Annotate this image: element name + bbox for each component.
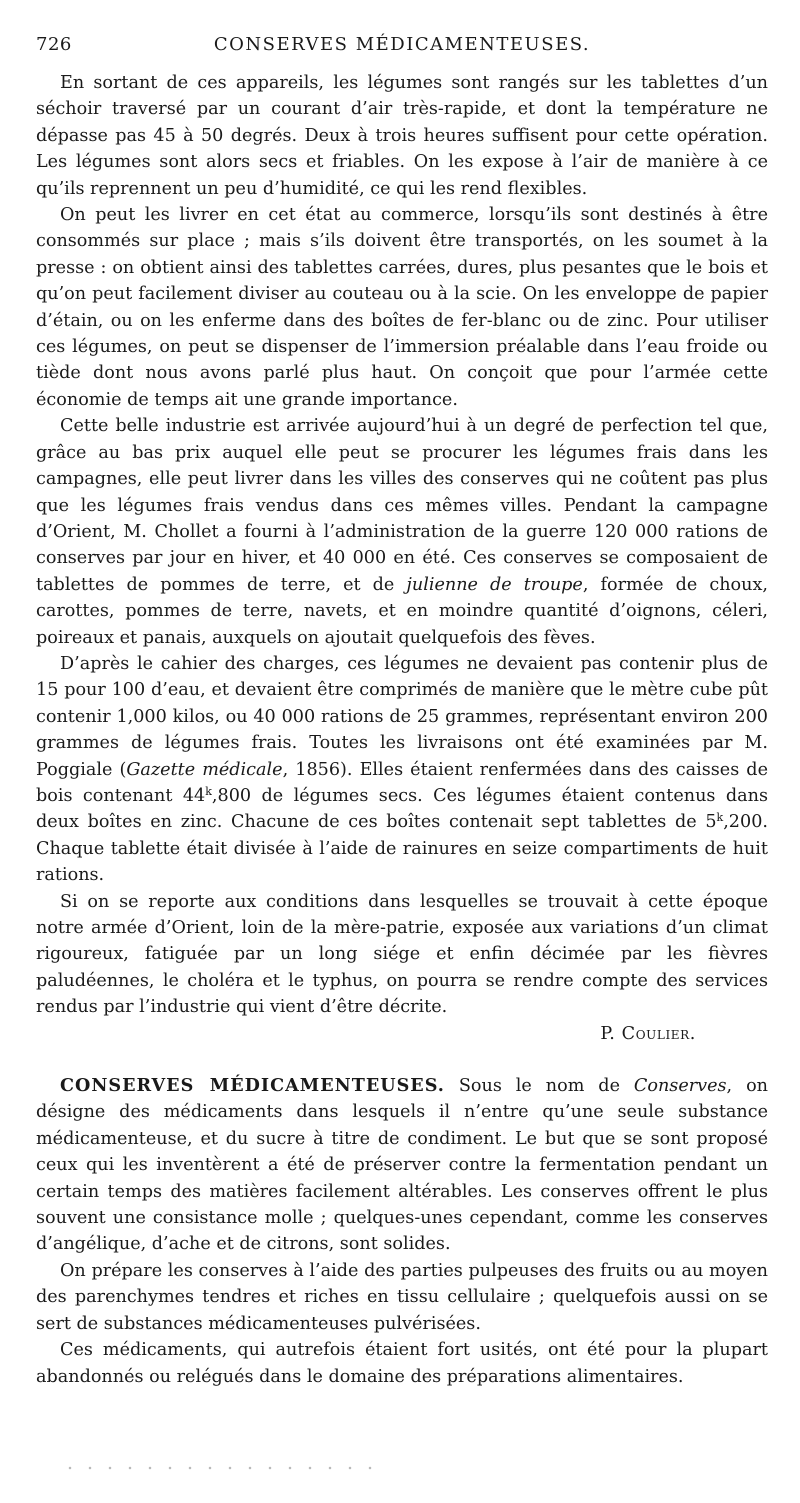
text-run: Cette belle industrie est arrivée aujourd’hui à un degré de perfection tel que, grâce au bas prix auquel elle peut se procurer les légumes frais dans les campagnes, elle peut livrer dans les villes des conserves qui ne coûtent pas plus que les légumes frais vendus dans ces mêmes villes. Pendant la campagne d’Orient, M. Chollet a fourni à l’administration de la guerre 120 000 rations de conserves par jour en hiver, et 40 000 en été. Ces conserves se composaient de tablettes de pommes de terre, et de	[36, 416, 768, 595]
entry-title: CONSERVES MÉDICAMENTEUSES.	[60, 1075, 445, 1097]
text-run: , formée de choux, carottes, pommes de terre, navets, et en moindre quantité d’oignons, céleri, poireaux et panais, auxquels on ajoutait quelquefois des fèves.	[36, 574, 768, 648]
article-body	[36, 70, 768, 1390]
paragraph-drying: En sortant de ces appareils, les légumes sont rangés sur les tablettes d’un séchoir traversé par un courant d’air très-rapide, et dont la température ne dépasse pas 45 à 50 degrés. Deux à trois heures suffisent pour cette opération. Les légumes sont alors secs et friables. On les expose à l’air de manière à ce qu’ils reprennent un peu d’humidité, ce qui les rend flexibles.	[36, 73, 768, 199]
author-name: P. Coulier.	[600, 1023, 696, 1044]
paragraph-army: Si on se reporte aux conditions dans lesquelles se trouvait à cette époque notre armée d’Orient, loin de la mère-patrie, exposée aux variations d’un climat rigoureux, fatiguée par un long siége et enfin décimée par les fièvres paludéennes, le choléra et le typhus, on pourra se rendre compte des services rendus par l’industrie qui vient d’être décrite.	[36, 891, 768, 1018]
author-signature	[36, 1021, 768, 1047]
text-run: ,800 de légumes secs. Ces légumes étaient contenus dans deux boîtes en zinc. Chacune de ces boîtes contenait sept tablettes de 5	[36, 785, 768, 833]
text-run: , 1856). Elles étaient renfermées dans des caisses de bois contenant 44	[36, 759, 768, 806]
italic-term: Conserves	[633, 1076, 727, 1097]
text-run: ,200. Chaque tablette était divisée à l’aide de rainures en seize compartiments de huit rations.	[36, 812, 768, 886]
page	[36, 28, 768, 1390]
paragraph-specifications	[36, 651, 768, 889]
superscript-unit: k	[716, 811, 724, 825]
paragraph-industry	[36, 413, 768, 651]
entry-paragraph-preparation: On prépare les conserves à l’aide des parties pulpeuses des fruits ou au moyen des parenchymes tendres et riches en tissu cellulaire ; quelquefois aussi on se sert de substances médicamenteuses pulvérisées.	[36, 1260, 768, 1334]
paragraph-commerce: On peut les livrer en cet état au commerce, lorsqu’ils sont destinés à être consommés sur place ; mais s’ils doivent être transportés, on les soumet à la presse : on obtient ainsi des tablettes carrées, dures, plus pesantes que le bois et qu’on peut facilement diviser au couteau ou à la scie. On les enveloppe de papier d’étain, ou on les enferme dans des boîtes de fer-blanc ou de zinc. Pour utiliser ces légumes, on peut se dispenser de l’immersion préalable dans l’eau froide ou tiède dont nous avons parlé plus haut. On conçoit que pour l’armée cette économie de temps ait une grande importance.	[36, 205, 768, 410]
entry-paragraph-definition	[36, 1073, 768, 1258]
text-run: , on désigne des médicaments dans lesquels il n’entre qu’une seule substance médicamenteuse, et du sucre à titre de condiment. Le but que se sont proposé ceux qui les inventèrent a été de préserver contre la fermentation pendant un certain temps des matières facilement altérables. Les conserves offrent le plus souvent une consistance molle ; quelques-unes cependant, comme les conserves d’angélique, d’ache et de citrons, sont solides.	[36, 1076, 768, 1255]
page-number: 726	[36, 34, 72, 55]
text-run: D’après le cahier des charges, ces légumes ne devaient pas contenir plus de 15 pour 100 d’eau, et devaient être comprimés de manière que le mètre cube pût contenir 1,000 kilos, ou 40 000 rations de 25 grammes, représentant environ 200 grammes de légumes frais. Toutes les livraisons ont été examinées par M. Poggiale (	[36, 653, 768, 780]
entry-conserves-medicamenteuses	[36, 1073, 768, 1390]
print-specks	[60, 1466, 380, 1470]
text-run: Sous le nom de	[444, 1076, 634, 1097]
italic-term: julienne de troupe	[406, 574, 583, 595]
italic-citation: Gazette médicale	[126, 759, 283, 780]
entry-paragraph-usage: Ces médicaments, qui autrefois étaient fort usités, ont été pour la plupart abandonnés ou relégués dans le domaine des préparations alimentaires.	[36, 1340, 768, 1387]
superscript-unit: k	[205, 784, 212, 798]
page-header	[36, 28, 768, 58]
running-title: CONSERVES MÉDICAMENTEUSES.	[213, 34, 591, 55]
